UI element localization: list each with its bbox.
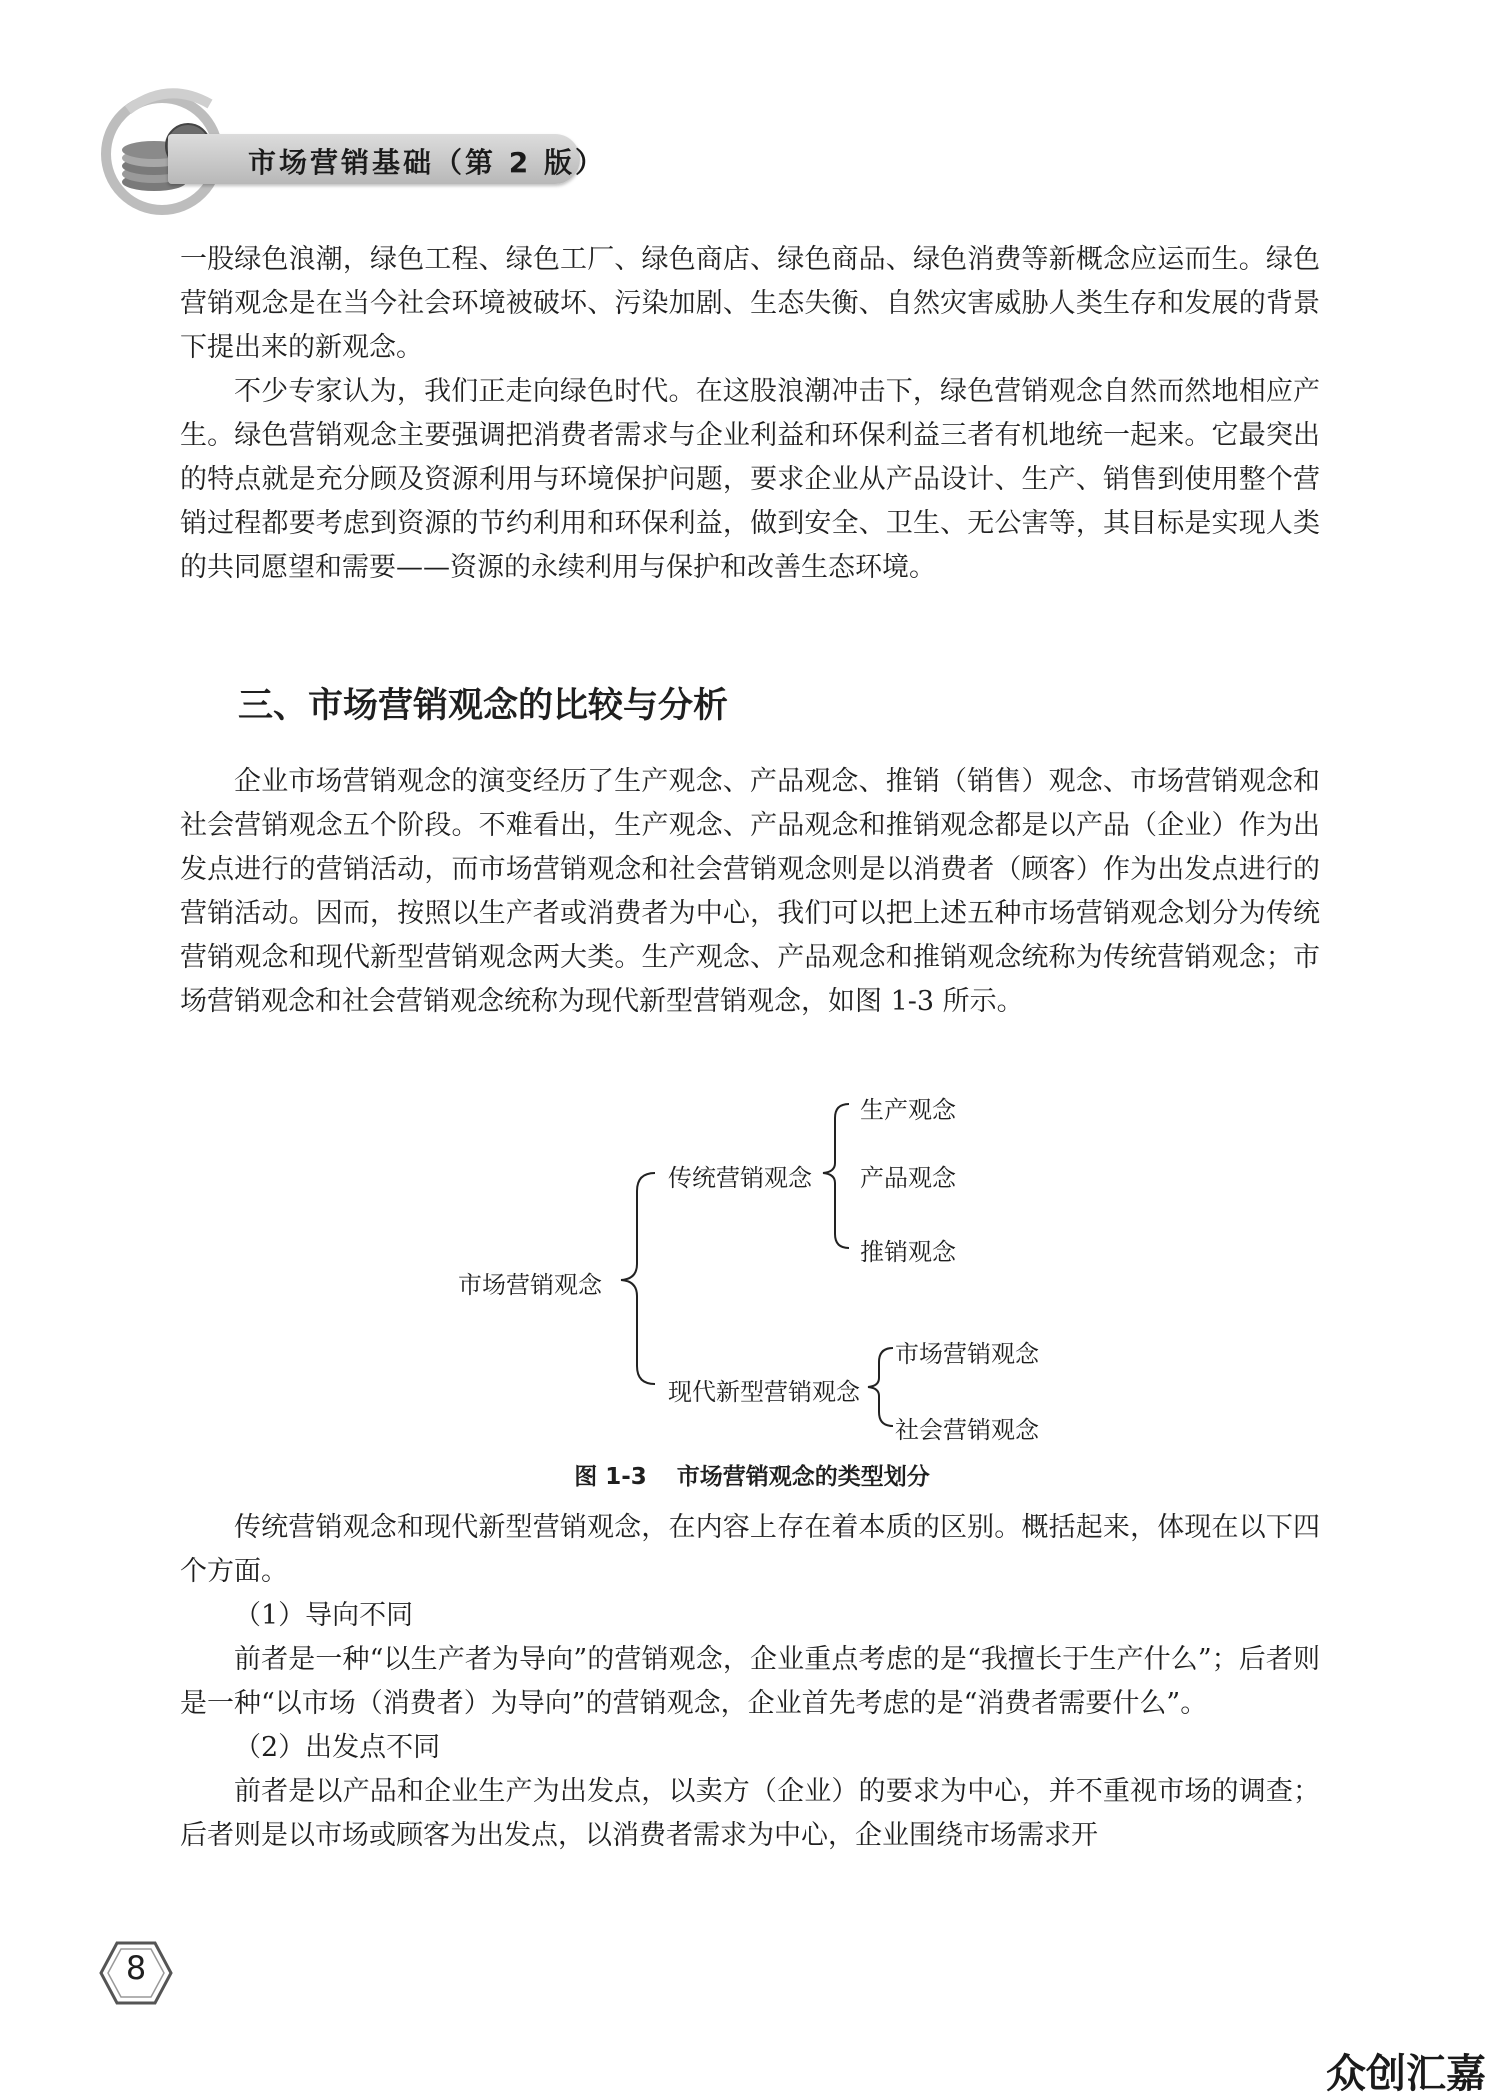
subheading: （2）出发点不同 bbox=[234, 1732, 441, 1763]
root-brace bbox=[621, 1173, 655, 1384]
watermark-logo: 众创汇嘉 bbox=[1326, 2051, 1486, 2097]
comparison-text bbox=[180, 1506, 1320, 1858]
paragraph: 不少专家认为，我们正走向绿色时代。在这股浪潮冲击下，绿色营销观念自然而然地相应产生。绿色营销观念主要强调把消费者需求与企业利益和环保利益三者有机地统一起来。它最突出的特点就是充分顾及资源利用与环境保护问题，要求企业从产品设计、生产、销售到使用整个营销过程都要考虑到资源的节约利用和环保利益，做到安全、卫生、无公害等，其目标是实现人类的共同愿望和需要——资源的永续利用与保护和改善生态环境。 bbox=[180, 376, 1320, 583]
diagram-leaf-node: 市场营销观念 bbox=[895, 1340, 1039, 1368]
paragraph: 传统营销观念和现代新型营销观念，在内容上存在着本质的区别。概括起来，体现在以下四个方面。 bbox=[180, 1512, 1320, 1587]
figure-number: 图 1-3 bbox=[574, 1464, 647, 1490]
diagram-branch-modern: 现代新型营销观念 bbox=[668, 1378, 860, 1406]
paragraph: 一股绿色浪潮，绿色工程、绿色工厂、绿色商店、绿色商品、绿色消费等新概念应运而生。绿色营销观念是在当今社会环境被破坏、污染加剧、生态失衡、自然灾害威胁人类生存和发展的背景下提出来的新观念。 bbox=[180, 244, 1320, 363]
intro-text bbox=[180, 238, 1320, 590]
diagram-root-node: 市场营销观念 bbox=[458, 1271, 602, 1299]
paragraph: 前者是一种“以生产者为导向”的营销观念，企业重点考虑的是“我擅长于生产什么”；后者则是一种“以市场（消费者）为导向”的营销观念，企业首先考虑的是“消费者需要什么”。 bbox=[180, 1644, 1320, 1719]
subheading: （1）导向不同 bbox=[234, 1600, 414, 1631]
paragraph: 前者是以产品和企业生产为出发点，以卖方（企业）的要求为中心，并不重视市场的调查；后者则是以市场或顾客为出发点，以消费者需求为中心，企业围绕市场需求开 bbox=[180, 1776, 1320, 1851]
diagram-leaf-node: 推销观念 bbox=[860, 1238, 956, 1266]
diagram-leaf-node: 社会营销观念 bbox=[895, 1416, 1039, 1444]
traditional-brace bbox=[823, 1104, 849, 1248]
figure-title: 市场营销观念的类型划分 bbox=[676, 1464, 930, 1490]
section-heading: 三、市场营销观念的比较与分析 bbox=[238, 686, 729, 726]
figure-caption bbox=[0, 1458, 1504, 1491]
page-number: 8 bbox=[125, 1949, 147, 1987]
diagram-leaf-node: 产品观念 bbox=[860, 1164, 956, 1192]
paragraph: 企业市场营销观念的演变经历了生产观念、产品观念、推销（销售）观念、市场营销观念和社会营销观念五个阶段。不难看出，生产观念、产品观念和推销观念都是以产品（企业）作为出发点进行的营销活动，而市场营销观念和社会营销观念则是以消费者（顾客）作为出发点进行的营销活动。因而，按照以生产者或消费者为中心，我们可以把上述五种市场营销观念划分为传统营销观念和现代新型营销观念两大类。生产观念、产品观念和推销观念统称为传统营销观念；市场营销观念和社会营销观念统称为现代新型营销观念，如图 1-3 所示。 bbox=[180, 766, 1320, 1017]
modern-brace bbox=[868, 1348, 893, 1426]
diagram-branch-traditional: 传统营销观念 bbox=[668, 1164, 812, 1192]
diagram-leaf-node: 生产观念 bbox=[860, 1096, 956, 1124]
section-text bbox=[180, 760, 1320, 1024]
book-title: 市场营销基础（第 2 版） bbox=[248, 146, 606, 179]
